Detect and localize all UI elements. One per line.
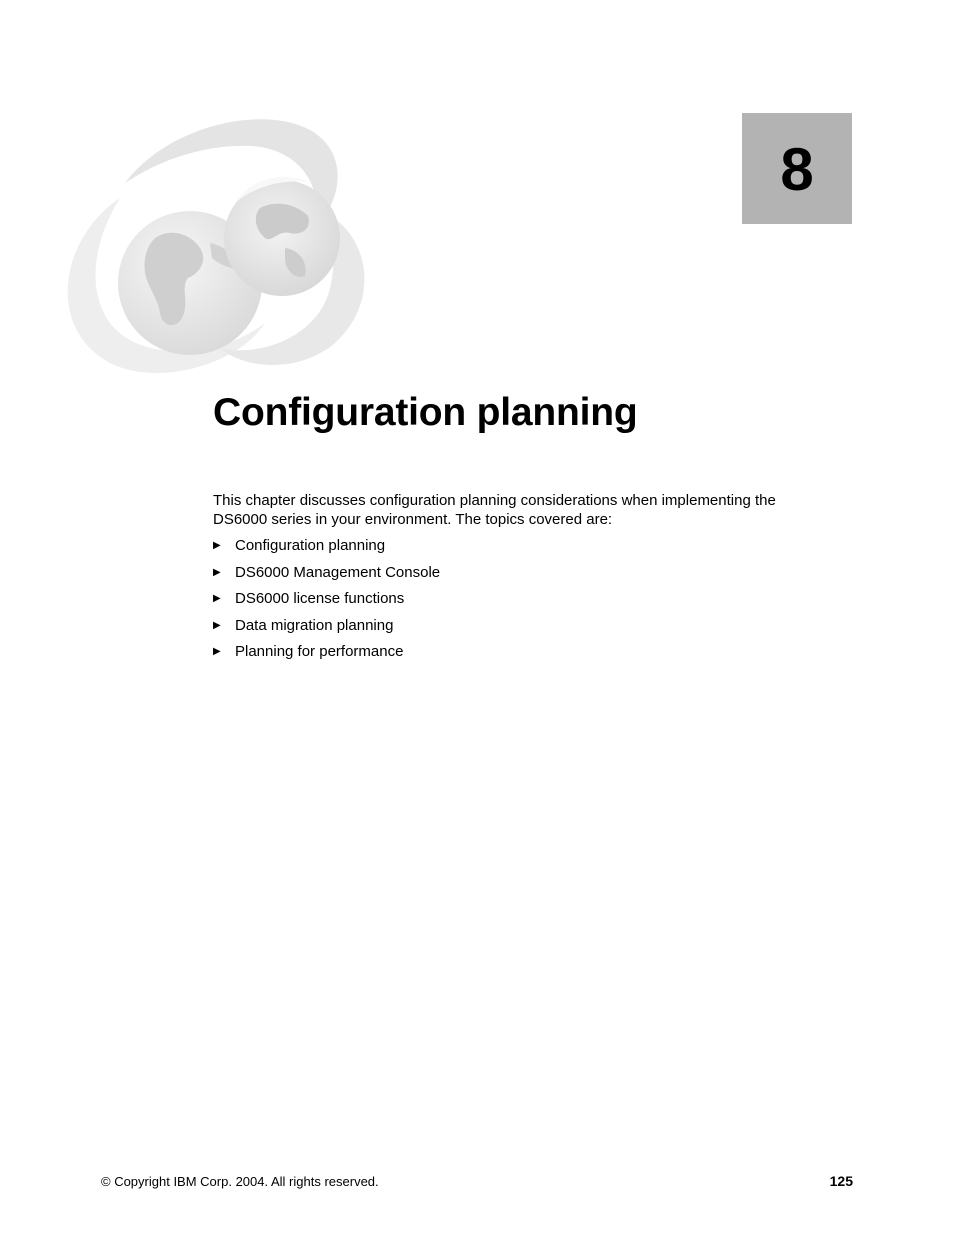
triangle-right-icon: ▶	[213, 593, 221, 604]
list-item	[213, 536, 440, 563]
topic-list	[213, 536, 440, 669]
triangle-right-icon: ▶	[213, 540, 221, 551]
list-item	[213, 563, 440, 590]
intro-paragraph: This chapter discusses configuration planning considerations when implementing the DS6000 series in your environment. The topics covered are:	[213, 492, 776, 528]
triangle-right-icon: ▶	[213, 566, 221, 578]
globe-swirl-graphic	[50, 108, 380, 376]
topic-label: Data migration planning	[235, 616, 394, 634]
topic-label: DS6000 Management Console	[235, 563, 441, 581]
topic-label: Planning for performance	[235, 643, 404, 660]
page-number: 125	[829, 1173, 853, 1189]
list-item	[213, 616, 440, 643]
triangle-right-icon: ▶	[213, 646, 221, 657]
chapter-number: 8	[780, 135, 814, 203]
footer-copyright: © Copyright IBM Corp. 2004. All rights reserved.	[101, 1174, 379, 1189]
chapter-title: Configuration planning	[213, 391, 638, 434]
list-item	[213, 589, 440, 616]
triangle-right-icon: ▶	[213, 619, 221, 631]
list-item	[213, 642, 440, 669]
topic-label: DS6000 license functions	[235, 590, 405, 607]
chapter-number-box	[742, 113, 852, 224]
topic-label: Configuration planning	[235, 537, 386, 554]
